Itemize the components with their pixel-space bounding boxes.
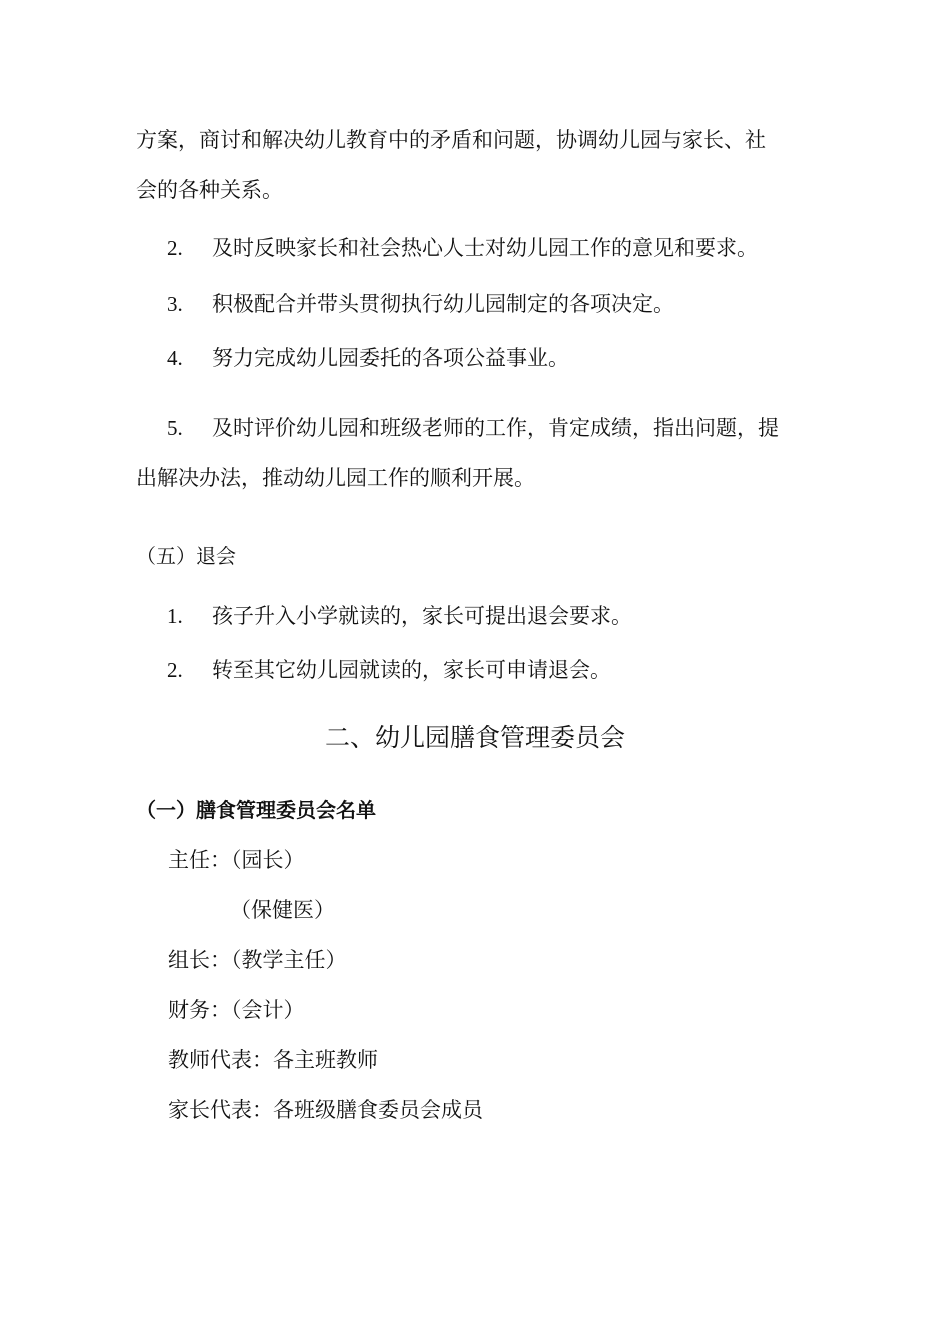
section-heading-withdraw: （五）退会 <box>136 544 236 568</box>
list-number: 1. <box>167 604 183 628</box>
member-line: 组长：（教学主任） <box>168 948 347 972</box>
list-text: 积极配合并带头贯彻执行幼儿园制定的各项决定。 <box>212 292 674 316</box>
list-number: 2. <box>167 658 183 682</box>
paragraph-line: 方案，商讨和解决幼儿教育中的矛盾和问题，协调幼儿园与家长、社 <box>136 128 766 152</box>
section-title: 二、幼儿园膳食管理委员会 <box>324 723 625 752</box>
member-line: 教师代表：各主班教师 <box>168 1048 378 1072</box>
list-text: 转至其它幼儿园就读的，家长可申请退会。 <box>212 658 611 682</box>
member-line: 财务：（会计） <box>168 998 305 1022</box>
member-line: 家长代表：各班级膳食委员会成员 <box>168 1098 483 1122</box>
list-number: 4. <box>167 346 183 370</box>
subsection-heading: （一）膳食管理委员会名单 <box>136 798 376 822</box>
paragraph-line: 会的各种关系。 <box>136 178 283 202</box>
list-number: 2. <box>167 236 183 260</box>
member-line: 主任：（园长） <box>168 848 305 872</box>
list-text: 孩子升入小学就读的，家长可提出退会要求。 <box>212 604 632 628</box>
member-line: （保健医） <box>230 898 335 922</box>
list-text: 及时评价幼儿园和班级老师的工作，肯定成绩，指出问题，提 <box>212 416 779 440</box>
list-number: 3. <box>167 292 183 316</box>
list-number: 5. <box>167 416 183 440</box>
list-item-continuation: 出解决办法，推动幼儿园工作的顺利开展。 <box>136 466 535 490</box>
list-text: 努力完成幼儿园委托的各项公益事业。 <box>212 346 569 370</box>
list-text: 及时反映家长和社会热心人士对幼儿园工作的意见和要求。 <box>212 236 758 260</box>
